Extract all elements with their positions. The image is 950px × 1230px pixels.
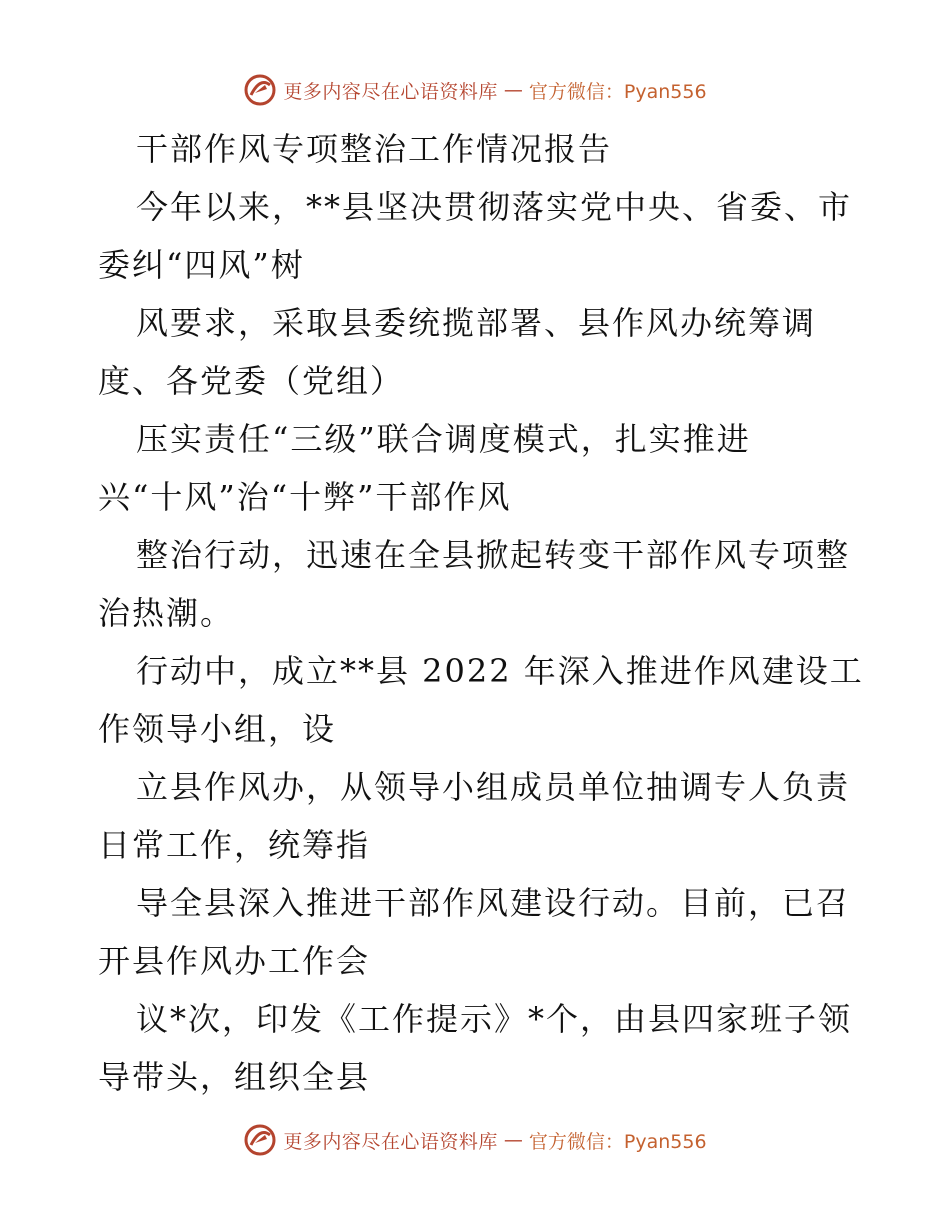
document-title: 干部作风专项整治工作情况报告: [136, 130, 613, 168]
banner-promo-text: 更多内容尽在心语资料库: [283, 1130, 498, 1153]
document-line: 日常工作，统筹指: [98, 826, 371, 864]
document-line: 今年以来，**县坚决贯彻落实党中央、省委、市: [136, 188, 853, 226]
document-body: [98, 120, 864, 1106]
library-logo-icon: [243, 73, 277, 107]
document-line: 整治行动，迅速在全县掀起转变干部作风专项整: [136, 536, 851, 574]
banner-promo-text: 更多内容尽在心语资料库: [283, 80, 498, 103]
library-logo-icon: [243, 1123, 277, 1157]
document-line: 度、各党委（党组）: [98, 362, 405, 400]
document-line: 兴“十风”治“十弊”干部作风: [98, 478, 512, 516]
document-line: 行动中，成立**县 2022 年深入推进作风建设工: [136, 652, 864, 690]
document-line: 作领导小组，设: [98, 710, 337, 748]
footer-banner: [0, 1120, 950, 1160]
document-line: 导全县深入推进干部作风建设行动。目前，已召: [136, 884, 851, 922]
banner-wechat-text: 官方微信：Pyan556: [528, 1130, 707, 1153]
banner-wechat-text: 官方微信：Pyan556: [528, 80, 707, 103]
header-banner: [0, 70, 950, 110]
document-line: 治热潮。: [98, 594, 235, 632]
document-line: 立县作风办，从领导小组成员单位抽调专人负责: [136, 768, 851, 806]
document-line: 导带头，组织全县: [98, 1058, 371, 1096]
banner-dash: —: [503, 1129, 523, 1151]
document-line: 议*次，印发《工作提示》*个，由县四家班子领: [136, 1000, 853, 1038]
document-line: 开县作风办工作会: [98, 942, 371, 980]
document-line: 压实责任“三级”联合调度模式，扎实推进: [136, 420, 751, 458]
banner-dash: —: [503, 79, 523, 101]
document-line: 风要求，采取县委统揽部署、县作风办统筹调: [136, 304, 817, 342]
document-line: 委纠“四风”树: [98, 246, 305, 284]
